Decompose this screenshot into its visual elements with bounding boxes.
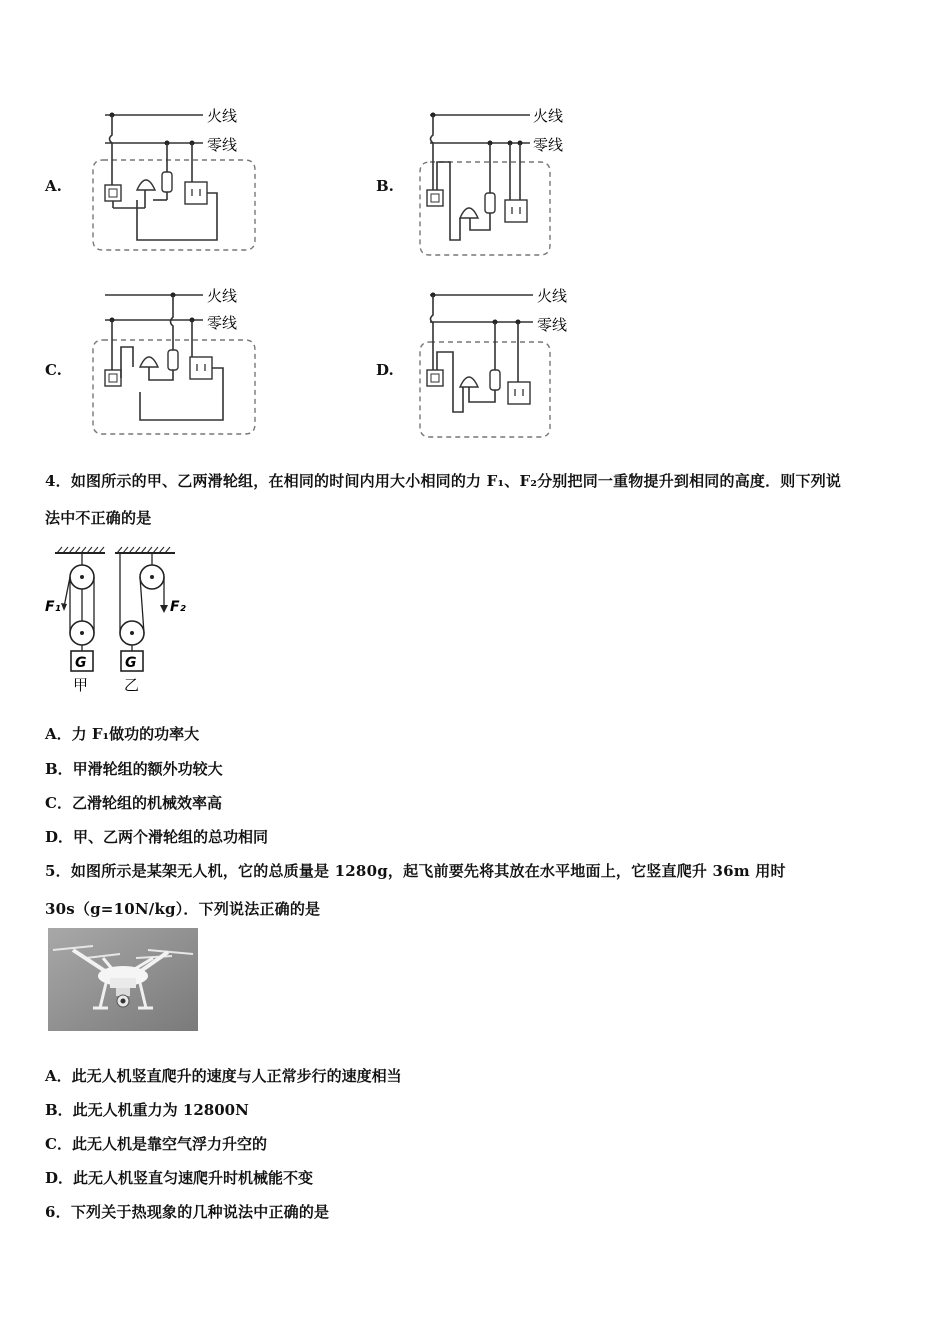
option-b-label: B. <box>376 177 394 195</box>
neutral-wire-label: 零线 <box>537 316 568 334</box>
q5-stem-line1: 5．如图所示是某架无人机，它的总质量是 1280g，起飞前要先将其放在水平地面上，它竖直爬升 36m 用时 <box>45 862 786 880</box>
circuit-diagram-d <box>415 282 600 442</box>
q4-option-c: C．乙滑轮组的机械效率高 <box>45 794 222 812</box>
q4-option-a: A．力 F₁做功的功率大 <box>45 725 200 743</box>
force-f2-label: F₂ <box>170 599 186 615</box>
drone-photo <box>48 928 198 1031</box>
q4-option-b: B．甲滑轮组的额外功较大 <box>45 760 223 778</box>
circuit-diagram-a <box>85 100 270 260</box>
weight-g1-label: G <box>75 655 87 671</box>
q4-stem-line2: 法中不正确的是 <box>45 509 152 527</box>
q5-option-c: C．此无人机是靠空气浮力升空的 <box>45 1135 267 1153</box>
q6-stem: 6．下列关于热现象的几种说法中正确的是 <box>45 1203 330 1221</box>
live-wire-label: 火线 <box>207 287 238 305</box>
q5-stem-line2: 30s（g=10N/kg）．下列说法正确的是 <box>45 900 321 918</box>
label-yi: 乙 <box>124 676 140 694</box>
drone-image <box>48 928 198 1031</box>
option-d-label: D. <box>376 361 394 379</box>
weight-g2-label: G <box>125 655 137 671</box>
live-wire-label: 火线 <box>533 107 564 125</box>
circuit-diagram-c <box>85 282 270 442</box>
neutral-wire-label: 零线 <box>533 136 564 154</box>
label-jia: 甲 <box>73 676 89 694</box>
q4-option-d: D．甲、乙两个滑轮组的总功相同 <box>45 828 269 846</box>
q4-stem-line1: 4．如图所示的甲、乙两滑轮组，在相同的时间内用大小相同的力 F₁、F₂分别把同一重物提升到相同的高度．则下列说 <box>45 472 842 490</box>
q5-option-a: A．此无人机竖直爬升的速度与人正常步行的速度相当 <box>45 1067 402 1085</box>
option-a-label: A. <box>45 177 62 195</box>
pulley-diagram <box>40 545 200 695</box>
option-c-label: C. <box>45 361 62 379</box>
neutral-wire-label: 零线 <box>207 136 238 154</box>
q5-option-b: B．此无人机重力为 12800N <box>45 1101 249 1119</box>
live-wire-label: 火线 <box>207 107 238 125</box>
circuit-diagram-b <box>415 100 600 260</box>
q5-option-d: D．此无人机竖直匀速爬升时机械能不变 <box>45 1169 314 1187</box>
force-f1-label: F₁ <box>45 599 61 615</box>
live-wire-label: 火线 <box>537 287 568 305</box>
neutral-wire-label: 零线 <box>207 314 238 332</box>
